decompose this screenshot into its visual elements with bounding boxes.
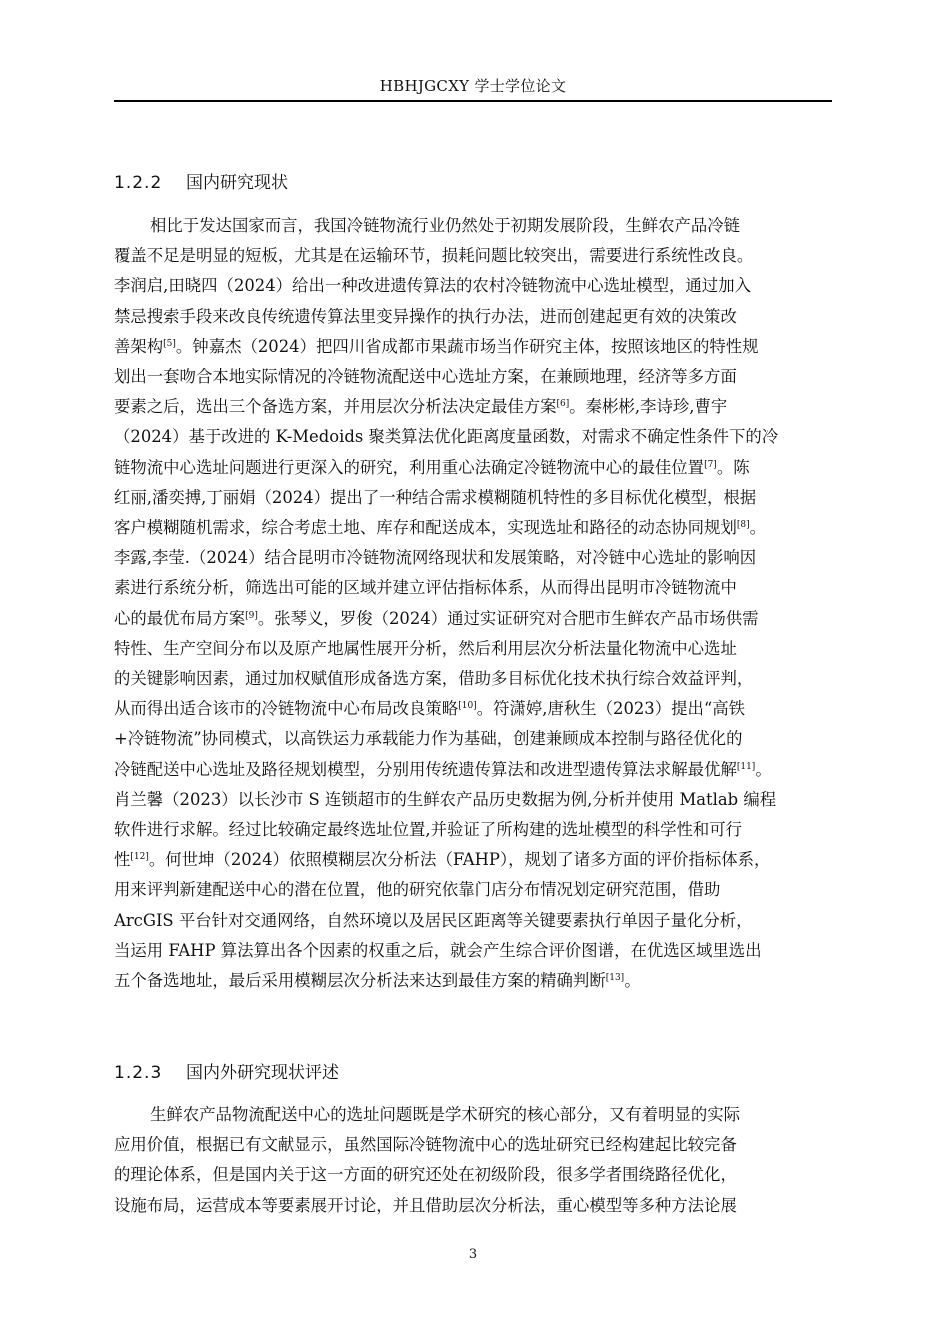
citation-ref: [9] [245,610,258,621]
paragraph-line: 链物流中心选址问题进行更深入的研究，利用重心法确定冷链物流中心的最佳位置[7]。陈 [114,457,750,477]
paragraph-line: 冷链配送中心选址及路径规划模型，分别用传统遗传算法和改进型遗传算法求解最优解[11]。 [114,759,772,779]
paragraph-line: 禁忌搜索手段来改良传统遗传算法里变异操作的执行办法，进而创建起更有效的决策改 [114,306,737,326]
paragraph-line: 当运用 FAHP 算法算出各个因素的权重之后，就会产生综合评价图谱，在优选区域里选出 [114,940,762,960]
paragraph-line: 特性、生产空间分布以及原产地属性展开分析，然后利用层次分析法量化物流中心选址 [114,638,737,658]
citation-ref: [11] [736,761,756,772]
paragraph-line: 李露,李莹.（2024）结合昆明市冷链物流网络现状和发展策略，对冷链中心选址的影响因 [114,548,757,568]
paragraph-line: 划出一套吻合本地实际情况的冷链物流配送中心选址方案，在兼顾地理，经济等多方面 [114,367,737,386]
paragraph-line: 的关键影响因素，通过加权赋值形成备选方案，借助多目标优化技术执行综合效益评判， [114,669,754,688]
paragraph-line: ArcGIS 平台针对交通网络，自然环境以及居民区距离等关键要素执行单因子量化分析， [114,910,753,930]
paragraph-line: 软件进行求解。经过比较确定最终选址位置,并验证了所构建的选址模型的科学性和可行 [114,820,743,839]
paragraph-line: 要素之后，选出三个备选方案，并用层次分析法决定最佳方案[6]。秦彬彬,李诗珍,曹宇 [114,397,728,417]
paragraph-line: 五个备选地址，最后采用模糊层次分析法来达到最佳方案的精确判断[13]。 [114,971,641,990]
paragraph-line: （2024）基于改进的 K-Medoids 聚类算法优化距离度量函数，对需求不确定性条件下的冷 [114,427,779,447]
paragraph-line: 相比于发达国家而言，我国冷链物流行业仍然处于初期发展阶段，生鲜农产品冷链 [150,216,741,235]
paragraph-line: 覆盖不足是明显的短板，尤其是在运输环节，损耗问题比较突出，需要进行系统性改良。 [114,246,754,266]
citation-ref: [8] [736,520,750,530]
paragraph-line: 素进行系统分析，筛选出可能的区域并建立评估指标体系，从而得出昆明市冷链物流中 [114,578,737,598]
section-number: 1.2.3 [114,1063,163,1083]
paragraph-line: 李润启,田晓四（2024）给出一种改进遗传算法的农村冷链物流中心选址模型，通过加入 [114,276,751,296]
paragraph-line: 心的最优布局方案[9]。张琴义，罗俊（2024）通过实证研究对合肥市生鲜农产品市场供需 [114,608,759,628]
section-title: 国内研究现状 [186,173,288,193]
section-title: 国内外研究现状评述 [186,1063,339,1083]
citation-ref: [13] [605,973,625,983]
paragraph-line: +冷链物流”协同模式，以高铁运力承载能力作为基础，创建兼顾成本控制与路径优化的 [114,729,743,749]
section-heading-1-2-3 [114,1061,832,1085]
paragraph-line: 用来评判新建配送中心的潜在位置，他的研究依靠门店分布情况划定研究范围，借助 [114,880,721,900]
paragraph-line: 性[12]。何世坤（2024）依照模糊层次分析法（FAHP），规划了诸多方面的评价指标体系， [114,850,771,870]
paragraph-line: 红丽,潘奕搏,丁丽娟（2024）提出了一种结合需求模糊随机特性的多目标优化模型，根据 [114,487,757,507]
paragraph-line: 善架构[5]。钟嘉杰（2024）把四川省成都市果蔬市场当作研究主体，按照该地区的特性规 [114,336,759,356]
citation-ref: [6] [556,399,570,410]
paragraph-line: 客户模糊随机需求，综合考虑土地、库存和配送成本，实现选址和路径的动态协同规划[8]。 [114,518,766,537]
paragraph-line: 的理论体系，但是国内关于这一方面的研究还处在初级阶段，很多学者围绕路径优化， [114,1165,737,1185]
paragraph-line: 应用价值，根据已有文献显示，虽然国际冷链物流中心的选址研究已经构建起比较完备 [114,1135,737,1155]
citation-ref: [5] [163,338,176,349]
citation-ref: [10] [458,701,477,712]
paragraph-line: 从而得出适合该市的冷链物流中心布局改良策略[10]。符潇婷,唐秋生（2023）提出“高铁 [114,699,746,719]
paragraph-line: 设施布局，运营成本等要素展开讨论，并且借助层次分析法，重心模型等多种方法论展 [114,1195,737,1215]
section-number: 1.2.2 [114,173,163,193]
header-title: HBHJGCXY 学士学位论文 [379,77,567,95]
paragraph-line: 肖兰馨（2023）以长沙市 S 连锁超市的生鲜农产品历史数据为例,分析并使用 Matlab 编程 [114,789,777,809]
header-rule [114,100,832,102]
citation-ref: [12] [130,852,149,863]
paragraph-line: 生鲜农产品物流配送中心的选址问题既是学术研究的核心部分，又有着明显的实际 [150,1105,741,1124]
citation-ref: [7] [704,459,717,470]
section-heading-1-2-2 [114,171,832,195]
page-number: 3 [468,1247,478,1262]
